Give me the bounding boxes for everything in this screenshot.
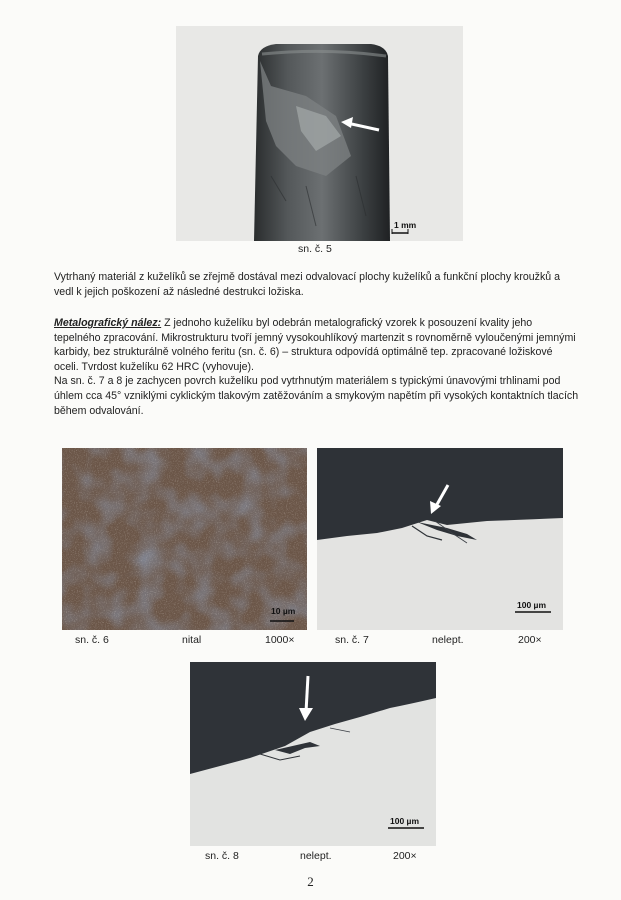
figure-6-photo xyxy=(62,448,307,630)
scale-label-fig6: 10 µm xyxy=(271,606,296,616)
figure-8-caption-label: sn. č. 8 xyxy=(205,850,239,862)
paragraph-2-text: Z jednoho kuželíku byl odebrán metalografický vzorek k posouzení kvality jeho tepelného zpracování. Mikrostrukturu tvoří jemný vysokouhlíkový martenzit s rovnoměrně vyloučenými jemnými karbidy, bez strukturálně volného feritu (sn. č. 6) – struktura odpovídá optimálně tep. zpracované ložiskové oceli. Tvrdost kuželíku 62 HRC (vyhovuje). xyxy=(54,317,576,373)
figure-7-caption-mag: 200× xyxy=(518,634,542,646)
scale-label-fig8: 100 µm xyxy=(390,816,419,826)
scale-label-fig5: 1 mm xyxy=(394,220,417,230)
paragraph-3-text: Na sn. č. 7 a 8 je zachycen povrch kuželíku pod vytrhnutým materiálem s typickými únavovými trhlinami pod úhlem cca 45° vzniklými cyklickým tlakovým zatěžováním a smykovým napětím při vysokých kontaktních tlacích během odvalování. xyxy=(54,375,579,417)
section-heading: Metalografický nález: xyxy=(54,317,162,329)
figure-8-caption-mag: 200× xyxy=(393,850,417,862)
figure-5-caption: sn. č. 5 xyxy=(298,243,332,255)
figure-7-photo xyxy=(317,448,563,630)
figure-8-caption-etch: nelept. xyxy=(300,850,332,862)
paragraph-1 xyxy=(54,270,579,299)
figure-7-caption-label: sn. č. 7 xyxy=(335,634,369,646)
paragraph-1-text: Vytrhaný materiál z kuželíků se zřejmě dostával mezi odvalovací plochy kuželíků a funkční plochy kroužků a vedl k jejich poškození až následné destrukci ložiska. xyxy=(54,271,560,298)
scale-label-fig7: 100 µm xyxy=(517,600,546,610)
page-number: 2 xyxy=(307,874,314,889)
paragraph-2 xyxy=(54,316,579,418)
figure-5-photo xyxy=(176,26,463,241)
figure-7-caption-etch: nelept. xyxy=(432,634,464,646)
figure-6-caption-mag: 1000× xyxy=(265,634,295,646)
figure-6-caption-etch: nital xyxy=(182,634,202,646)
figure-6-caption-label: sn. č. 6 xyxy=(75,634,109,646)
figure-8-photo xyxy=(190,662,436,846)
